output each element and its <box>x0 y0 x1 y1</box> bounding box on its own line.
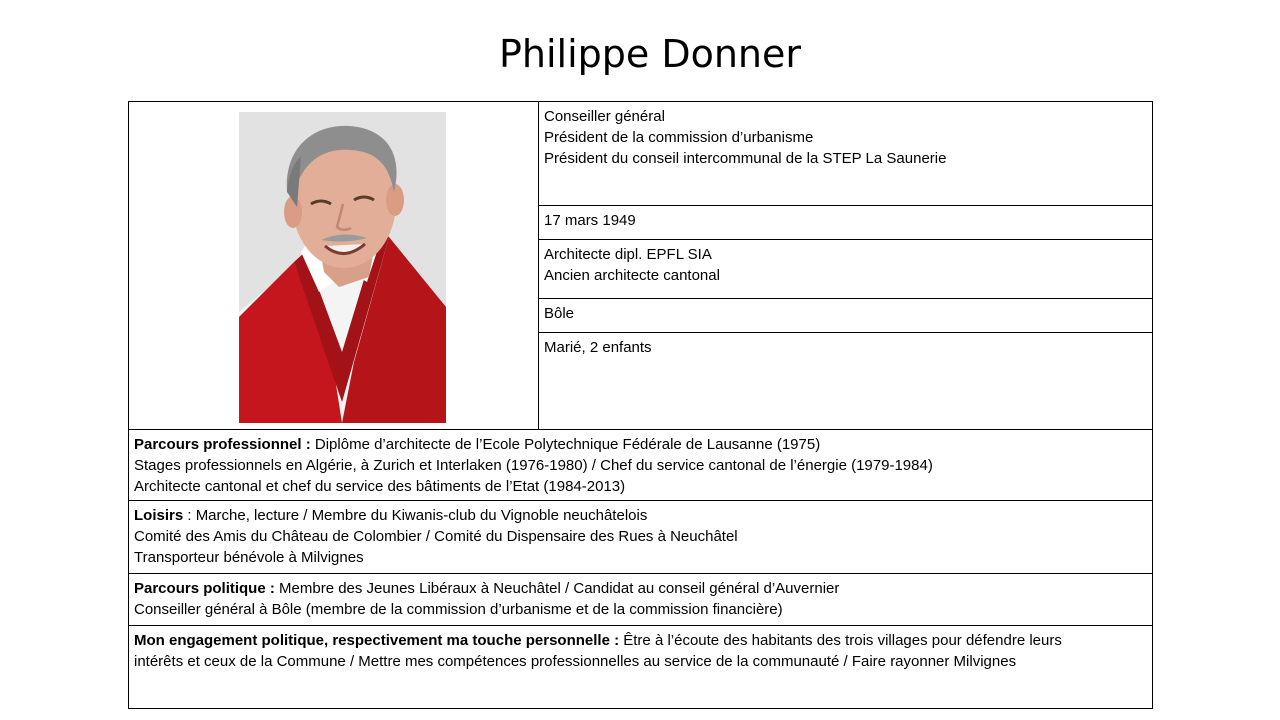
professional-line: Architecte cantonal et chef du service des bâtiments de l’Etat (1984-2013) <box>134 478 626 495</box>
professional-section <box>129 430 1153 501</box>
hobbies-section <box>129 501 1153 574</box>
professional-line: Stages professionnels en Algérie, à Zurich et Interlaken (1976-1980) / Chef du service cantonal de l’énergie (1979-1984) <box>134 457 933 474</box>
residence: Bôle <box>544 305 575 322</box>
function-line: Président du conseil intercommunal de la STEP La Saunerie <box>544 150 947 167</box>
profession-line: Ancien architecte cantonal <box>544 267 720 284</box>
profile-table <box>128 101 1153 709</box>
hobbies-line: Transporteur bénévole à Milvignes <box>134 549 364 566</box>
profession-cell <box>539 240 1153 299</box>
political-line: Conseiller général à Bôle (membre de la commission d’urbanisme et de la commission financière) <box>134 601 783 618</box>
function-line: Président de la commission d’urbanisme <box>544 129 814 146</box>
profession-line: Architecte dipl. EPFL SIA <box>544 246 712 263</box>
functions-cell <box>539 102 1153 206</box>
photo-cell <box>129 102 539 430</box>
hobbies-label: Loisirs <box>134 507 184 524</box>
political-section <box>129 574 1153 626</box>
portrait-photo <box>239 112 446 423</box>
portrait-illustration <box>239 112 446 423</box>
hobbies-line: : Marche, lecture / Membre du Kiwanis-club du Vignoble neuchâtelois <box>183 507 648 524</box>
engagement-label: Mon engagement politique, respectivement ma touche personnelle : <box>134 632 620 649</box>
engagement-line: intérêts et ceux de la Commune / Mettre mes compétences professionnelles au service de la communauté / Faire rayonner Milvignes <box>134 653 1017 670</box>
birthdate-cell <box>539 206 1153 240</box>
professional-line: Diplôme d’architecte de l’Ecole Polytechnique Fédérale de Lausanne (1975) <box>310 436 821 453</box>
engagement-section <box>129 626 1153 709</box>
family-cell <box>539 333 1153 430</box>
residence-cell <box>539 299 1153 333</box>
engagement-line: Être à l’écoute des habitants des trois villages pour défendre leurs <box>619 632 1062 649</box>
birthdate: 17 mars 1949 <box>544 212 636 229</box>
hobbies-line: Comité des Amis du Château de Colombier / Comité du Dispensaire des Rues à Neuchâtel <box>134 528 738 545</box>
professional-label: Parcours professionnel : <box>134 436 311 453</box>
family-status: Marié, 2 enfants <box>544 339 652 356</box>
function-line: Conseiller général <box>544 108 665 125</box>
political-label: Parcours politique : <box>134 580 275 597</box>
political-line: Membre des Jeunes Libéraux à Neuchâtel / Candidat au conseil général d’Auvernier <box>274 580 840 597</box>
page-title: Philippe Donner <box>498 32 802 76</box>
